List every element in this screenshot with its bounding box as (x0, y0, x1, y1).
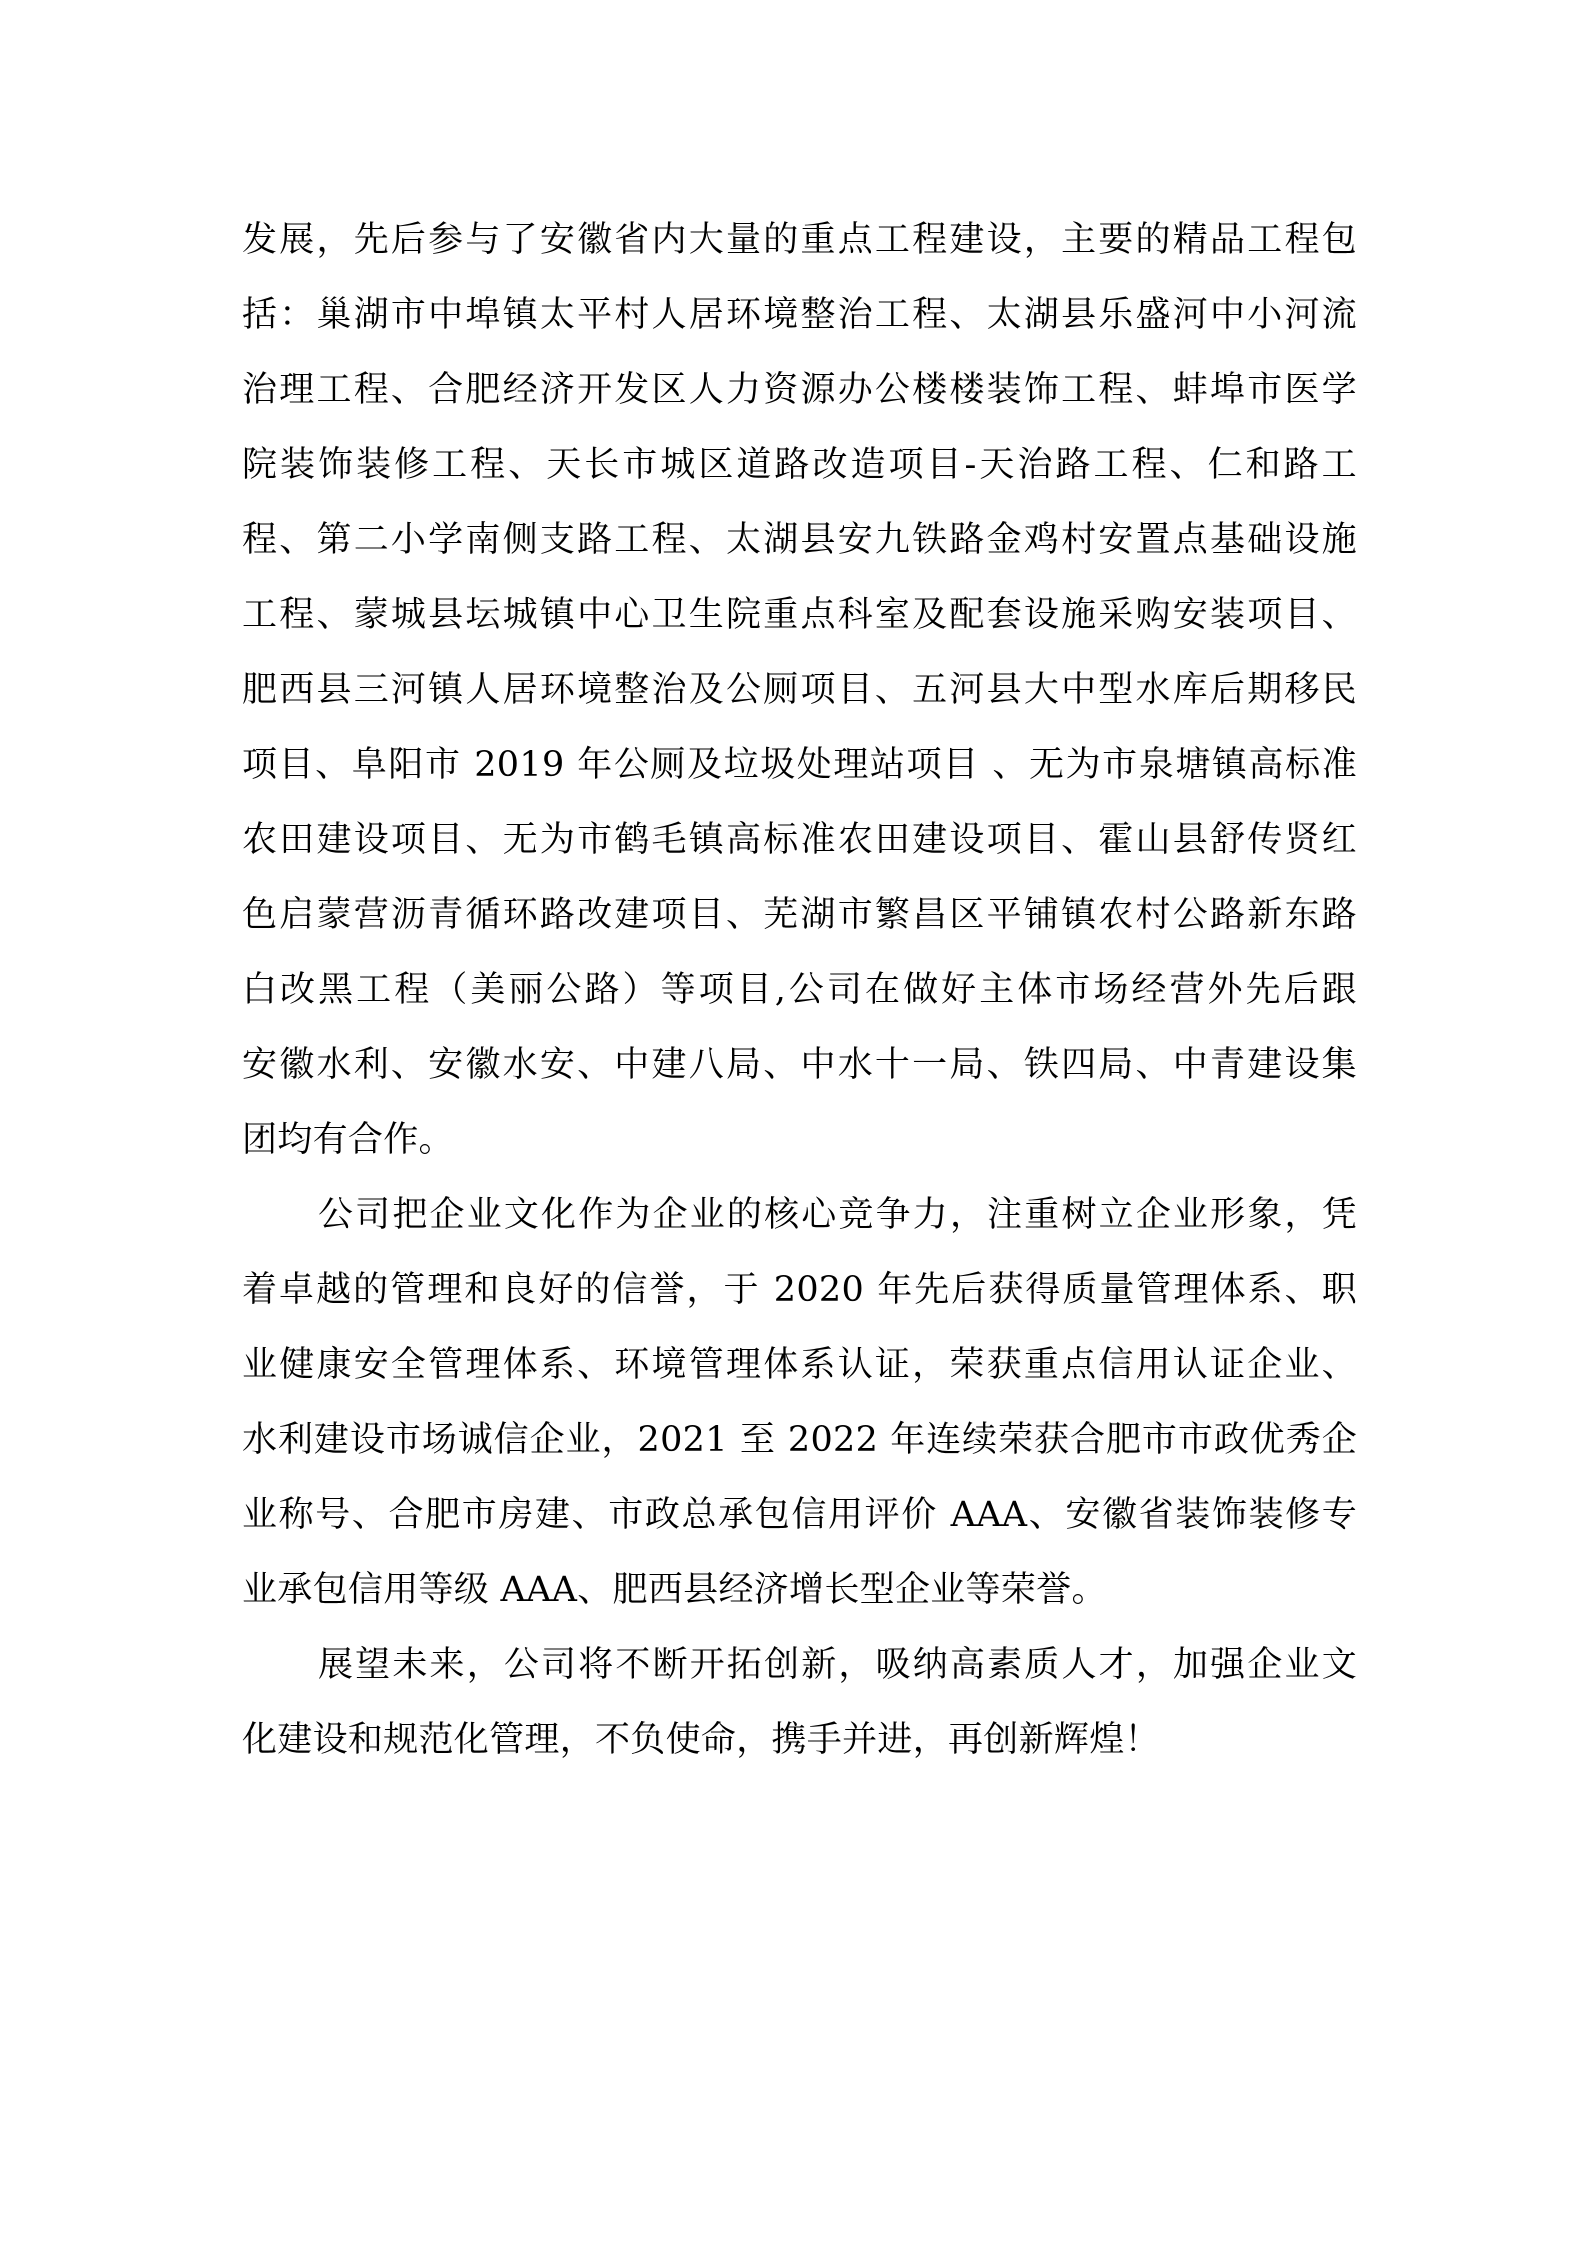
paragraph-1-line-1: 发展，先后参与了安徽省内大量的重点工程建设，主要的精品工程包 (242, 220, 1357, 260)
paragraph-1-line-13: 团均有合作。 (242, 1120, 454, 1160)
paragraph-1-line-2: 括：巢湖市中埠镇太平村人居环境整治工程、太湖县乐盛河中小河流 (242, 295, 1357, 335)
paragraph-3-line-2: 化建设和规范化管理，不负使命，携手并进，再创新辉煌！ (242, 1720, 1160, 1760)
paragraph-1-line-3: 治理工程、合肥经济开发区人力资源办公楼楼装饰工程、蚌埠市医学 (242, 370, 1357, 410)
paragraph-1-line-12: 安徽水利、安徽水安、中建八局、中水十一局、铁四局、中青建设集 (242, 1045, 1357, 1085)
paragraph-1-line-5: 程、第二小学南侧支路工程、太湖县安九铁路金鸡村安置点基础设施 (242, 520, 1357, 560)
paragraph-1-line-9: 农田建设项目、无为市鹤毛镇高标准农田建设项目、霍山县舒传贤红 (242, 820, 1357, 860)
paragraph-2-line-6: 业承包信用等级 AAA、肥西县经济增长型企业等荣誉。 (242, 1570, 1107, 1610)
paragraph-1-line-4: 院装饰装修工程、天长市城区道路改造项目-天治路工程、仁和路工 (242, 445, 1357, 485)
paragraph-1-line-8: 项目、阜阳市 2019 年公厕及垃圾处理站项目 、无为市泉塘镇高标准 (242, 745, 1357, 785)
paragraph-2-line-5: 业称号、合肥市房建、市政总承包信用评价 AAA、安徽省装饰装修专 (242, 1495, 1357, 1535)
paragraph-2-line-4: 水利建设市场诚信企业，2021 至 2022 年连续荣获合肥市市政优秀企 (242, 1420, 1357, 1460)
paragraph-1-line-11: 白改黑工程（美丽公路）等项目,公司在做好主体市场经营外先后跟 (242, 970, 1357, 1010)
paragraph-2-line-3: 业健康安全管理体系、环境管理体系认证，荣获重点信用认证企业、 (242, 1345, 1357, 1385)
paragraph-1-line-10: 色启蒙营沥青循环路改建项目、芜湖市繁昌区平铺镇农村公路新东路 (242, 895, 1357, 935)
document-body (242, 203, 1357, 1778)
paragraph-2-line-2: 着卓越的管理和良好的信誉，于 2020 年先后获得质量管理体系、职 (242, 1270, 1357, 1310)
paragraph-1-line-7: 肥西县三河镇人居环境整治及公厕项目、五河县大中型水库后期移民 (242, 670, 1357, 710)
paragraph-3-line-1: 展望未来，公司将不断开拓创新，吸纳高素质人才，加强企业文 (318, 1645, 1357, 1685)
paragraph-1-line-6: 工程、蒙城县坛城镇中心卫生院重点科室及配套设施采购安装项目、 (242, 595, 1357, 635)
paragraph-2-line-1: 公司把企业文化作为企业的核心竞争力，注重树立企业形象，凭 (318, 1195, 1357, 1235)
